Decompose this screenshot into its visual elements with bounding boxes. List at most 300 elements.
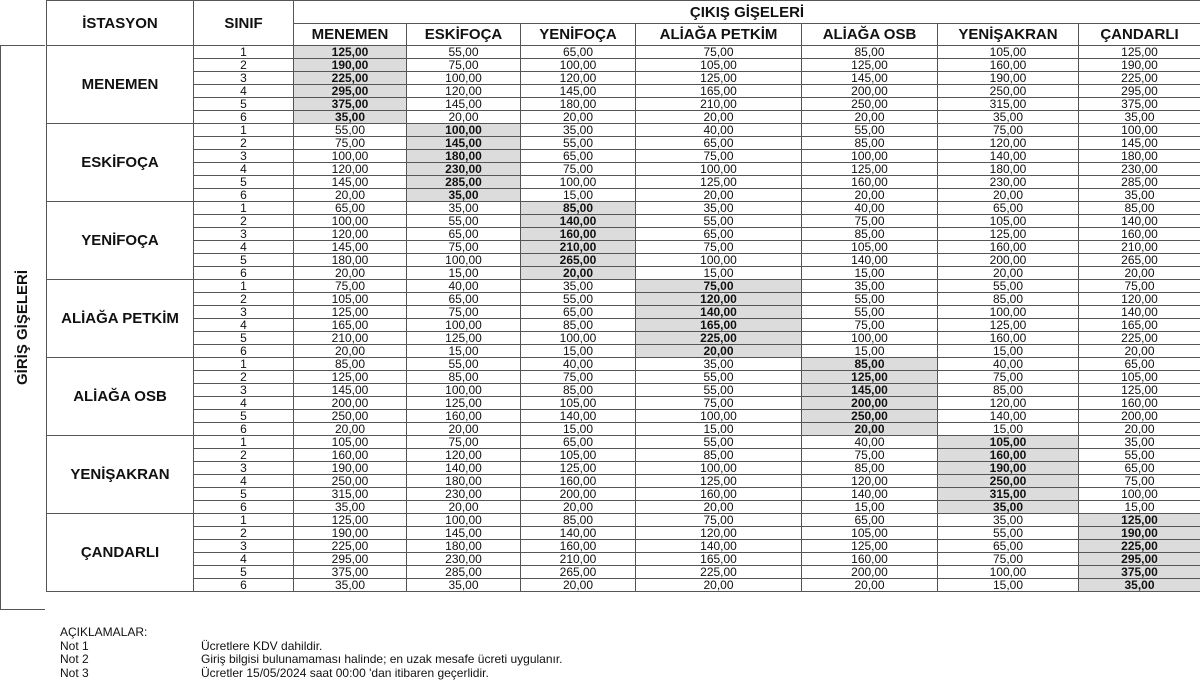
table-row — [47, 566, 1200, 579]
fare-cell: 190,00 — [294, 59, 407, 72]
vehicle-class: 6 — [194, 189, 294, 202]
fare-cell: 85,00 — [521, 514, 636, 527]
fare-cell: 20,00 — [938, 189, 1079, 202]
station-name: ALİAĞA OSB — [47, 358, 194, 436]
table-row — [47, 514, 1200, 527]
station-column-header: İSTASYON — [47, 1, 194, 46]
fare-cell: 140,00 — [802, 488, 938, 501]
exit-column-header: MENEMEN — [294, 24, 407, 46]
fare-cell: 100,00 — [407, 72, 521, 85]
fare-cell: 105,00 — [938, 46, 1079, 59]
fare-cell: 40,00 — [407, 280, 521, 293]
note-item — [60, 667, 563, 680]
vehicle-class: 5 — [194, 332, 294, 345]
fare-cell: 315,00 — [938, 488, 1079, 501]
fare-cell: 180,00 — [1079, 150, 1200, 163]
fare-cell: 35,00 — [938, 501, 1079, 514]
fare-cell: 75,00 — [636, 280, 802, 293]
fare-cell: 55,00 — [636, 384, 802, 397]
exit-column-header: ALİAĞA PETKİM — [636, 24, 802, 46]
fare-cell: 20,00 — [1079, 267, 1200, 280]
fare-cell: 225,00 — [1079, 72, 1200, 85]
fare-cell: 75,00 — [938, 553, 1079, 566]
fare-cell: 180,00 — [521, 98, 636, 111]
vehicle-class: 2 — [194, 371, 294, 384]
fare-cell: 180,00 — [407, 150, 521, 163]
fare-cell: 40,00 — [938, 358, 1079, 371]
fare-cell: 20,00 — [294, 345, 407, 358]
fare-cell: 210,00 — [294, 332, 407, 345]
vehicle-class: 3 — [194, 384, 294, 397]
fare-cell: 105,00 — [938, 215, 1079, 228]
fare-cell: 180,00 — [407, 475, 521, 488]
fare-cell: 85,00 — [802, 137, 938, 150]
fare-cell: 105,00 — [938, 436, 1079, 449]
table-row — [47, 462, 1200, 475]
fare-cell: 75,00 — [938, 124, 1079, 137]
fare-cell: 85,00 — [521, 319, 636, 332]
fare-cell: 75,00 — [938, 371, 1079, 384]
fare-cell: 100,00 — [407, 254, 521, 267]
note-text: Ücretler 15/05/2024 saat 00:00 'dan itibaren geçerlidir. — [201, 667, 489, 680]
fare-cell: 125,00 — [938, 319, 1079, 332]
fare-cell: 55,00 — [938, 280, 1079, 293]
fare-cell: 75,00 — [802, 215, 938, 228]
fare-cell: 200,00 — [802, 397, 938, 410]
header-row-top — [47, 1, 1200, 24]
fare-cell: 250,00 — [938, 475, 1079, 488]
fare-cell: 65,00 — [938, 202, 1079, 215]
vehicle-class: 4 — [194, 553, 294, 566]
fare-cell: 35,00 — [636, 358, 802, 371]
fare-cell: 160,00 — [938, 449, 1079, 462]
fare-cell: 125,00 — [294, 514, 407, 527]
fare-cell: 85,00 — [938, 293, 1079, 306]
fare-cell: 55,00 — [407, 215, 521, 228]
fare-cell: 65,00 — [294, 202, 407, 215]
fare-cell: 15,00 — [1079, 501, 1200, 514]
vehicle-class: 2 — [194, 527, 294, 540]
fare-cell: 225,00 — [1079, 540, 1200, 553]
fare-cell: 120,00 — [636, 527, 802, 540]
fare-cell: 125,00 — [802, 371, 938, 384]
fare-cell: 75,00 — [636, 397, 802, 410]
fare-cell: 120,00 — [521, 72, 636, 85]
fare-cell: 35,00 — [1079, 189, 1200, 202]
fare-cell: 230,00 — [407, 488, 521, 501]
fare-cell: 20,00 — [294, 189, 407, 202]
fare-cell: 295,00 — [1079, 85, 1200, 98]
fare-cell: 125,00 — [636, 176, 802, 189]
fare-cell: 200,00 — [521, 488, 636, 501]
vehicle-class: 5 — [194, 254, 294, 267]
fare-cell: 315,00 — [294, 488, 407, 501]
table-row — [47, 293, 1200, 306]
vehicle-class: 3 — [194, 462, 294, 475]
fare-cell: 65,00 — [1079, 462, 1200, 475]
fare-cell: 165,00 — [294, 319, 407, 332]
fare-cell: 75,00 — [802, 319, 938, 332]
fare-cell: 75,00 — [1079, 280, 1200, 293]
note-label: Not 3 — [60, 667, 201, 680]
fare-cell: 125,00 — [1079, 384, 1200, 397]
table-row — [47, 150, 1200, 163]
table-row — [47, 228, 1200, 241]
fare-cell: 190,00 — [1079, 59, 1200, 72]
table-row — [47, 397, 1200, 410]
fare-cell: 20,00 — [407, 111, 521, 124]
fare-cell: 140,00 — [521, 410, 636, 423]
fare-cell: 125,00 — [938, 228, 1079, 241]
note-text: Giriş bilgisi bulunamaması halinde; en uzak mesafe ücreti uygulanır. — [201, 653, 563, 667]
fare-cell: 145,00 — [802, 384, 938, 397]
fare-cell: 230,00 — [1079, 163, 1200, 176]
vehicle-class: 2 — [194, 293, 294, 306]
fare-cell: 35,00 — [407, 189, 521, 202]
vehicle-class: 2 — [194, 137, 294, 150]
fare-cell: 210,00 — [521, 553, 636, 566]
fare-cell: 75,00 — [1079, 475, 1200, 488]
table-row — [47, 111, 1200, 124]
fare-cell: 100,00 — [636, 254, 802, 267]
fare-cell: 85,00 — [407, 371, 521, 384]
fare-cell: 140,00 — [802, 254, 938, 267]
entry-booths-label-text: GİRİŞ GİŞELERİ — [15, 270, 32, 385]
fare-cell: 20,00 — [938, 267, 1079, 280]
fare-cell: 100,00 — [407, 319, 521, 332]
fare-cell: 145,00 — [294, 384, 407, 397]
fare-cell: 145,00 — [294, 241, 407, 254]
fare-cell: 190,00 — [294, 462, 407, 475]
fare-cell: 75,00 — [407, 241, 521, 254]
fare-cell: 160,00 — [1079, 397, 1200, 410]
fare-cell: 55,00 — [636, 436, 802, 449]
vehicle-class: 1 — [194, 436, 294, 449]
fare-cell: 55,00 — [521, 137, 636, 150]
table-row — [47, 449, 1200, 462]
fare-cell: 20,00 — [521, 111, 636, 124]
vehicle-class: 6 — [194, 423, 294, 436]
table-row — [47, 384, 1200, 397]
fare-cell: 250,00 — [802, 410, 938, 423]
fare-cell: 230,00 — [938, 176, 1079, 189]
fare-cell: 210,00 — [1079, 241, 1200, 254]
exit-column-header: ESKİFOÇA — [407, 24, 521, 46]
fare-cell: 165,00 — [636, 85, 802, 98]
notes-heading: AÇIKLAMALAR: — [60, 626, 563, 640]
vehicle-class: 6 — [194, 501, 294, 514]
fare-cell: 120,00 — [294, 163, 407, 176]
fare-cell: 160,00 — [938, 59, 1079, 72]
fare-cell: 375,00 — [1079, 566, 1200, 579]
fare-cell: 120,00 — [407, 449, 521, 462]
fare-cell: 105,00 — [521, 397, 636, 410]
station-name: YENİŞAKRAN — [47, 436, 194, 514]
vehicle-class: 5 — [194, 176, 294, 189]
fare-cell: 105,00 — [802, 527, 938, 540]
fare-cell: 35,00 — [407, 202, 521, 215]
fare-cell: 20,00 — [294, 423, 407, 436]
fare-cell: 35,00 — [294, 501, 407, 514]
fare-cell: 85,00 — [294, 358, 407, 371]
fare-cell: 75,00 — [636, 514, 802, 527]
station-name: YENİFOÇA — [47, 202, 194, 280]
vehicle-class: 1 — [194, 358, 294, 371]
fare-table-body — [47, 46, 1200, 592]
fare-cell: 20,00 — [636, 579, 802, 592]
fare-cell: 75,00 — [636, 46, 802, 59]
fare-cell: 160,00 — [938, 241, 1079, 254]
vehicle-class: 6 — [194, 267, 294, 280]
fare-cell: 160,00 — [636, 488, 802, 501]
fare-cell: 65,00 — [521, 436, 636, 449]
fare-cell: 55,00 — [1079, 449, 1200, 462]
fare-cell: 120,00 — [802, 475, 938, 488]
fare-cell: 100,00 — [636, 462, 802, 475]
station-name: ESKİFOÇA — [47, 124, 194, 202]
note-label: Not 1 — [60, 640, 201, 654]
fare-cell: 250,00 — [938, 85, 1079, 98]
fare-cell: 15,00 — [521, 189, 636, 202]
fare-cell: 75,00 — [636, 150, 802, 163]
fare-cell: 15,00 — [521, 345, 636, 358]
fare-cell: 225,00 — [294, 540, 407, 553]
fare-cell: 40,00 — [802, 202, 938, 215]
fare-cell: 15,00 — [938, 345, 1079, 358]
fare-cell: 285,00 — [407, 566, 521, 579]
fare-cell: 20,00 — [521, 501, 636, 514]
vehicle-class: 5 — [194, 566, 294, 579]
station-name: ALİAĞA PETKİM — [47, 280, 194, 358]
fare-cell: 85,00 — [938, 384, 1079, 397]
fare-cell: 120,00 — [1079, 293, 1200, 306]
fare-cell: 375,00 — [294, 98, 407, 111]
fare-cell: 15,00 — [521, 423, 636, 436]
fare-cell: 75,00 — [294, 137, 407, 150]
fare-cell: 100,00 — [521, 59, 636, 72]
fare-cell: 190,00 — [938, 72, 1079, 85]
fare-cell: 140,00 — [521, 527, 636, 540]
fare-cell: 55,00 — [636, 215, 802, 228]
fare-cell: 125,00 — [407, 397, 521, 410]
fare-cell: 160,00 — [802, 553, 938, 566]
vehicle-class: 2 — [194, 449, 294, 462]
table-row — [47, 267, 1200, 280]
fare-cell: 40,00 — [636, 124, 802, 137]
fare-cell: 15,00 — [407, 267, 521, 280]
fare-cell: 145,00 — [802, 72, 938, 85]
fare-cell: 20,00 — [407, 423, 521, 436]
fare-cell: 125,00 — [294, 46, 407, 59]
fare-cell: 190,00 — [1079, 527, 1200, 540]
fare-cell: 75,00 — [294, 280, 407, 293]
fare-cell: 200,00 — [802, 85, 938, 98]
vehicle-class: 1 — [194, 124, 294, 137]
fare-cell: 225,00 — [1079, 332, 1200, 345]
fare-cell: 105,00 — [636, 59, 802, 72]
fare-cell: 55,00 — [407, 358, 521, 371]
fare-cell: 120,00 — [294, 228, 407, 241]
fare-cell: 100,00 — [1079, 488, 1200, 501]
fare-cell: 250,00 — [294, 475, 407, 488]
fare-cell: 145,00 — [407, 527, 521, 540]
fare-cell: 20,00 — [802, 423, 938, 436]
fare-cell: 200,00 — [1079, 410, 1200, 423]
fare-cell: 140,00 — [407, 462, 521, 475]
vehicle-class: 1 — [194, 46, 294, 59]
exit-booths-header: ÇIKIŞ GİŞELERİ — [294, 1, 1200, 24]
fare-cell: 250,00 — [802, 98, 938, 111]
fare-cell: 180,00 — [938, 163, 1079, 176]
fare-cell: 65,00 — [521, 306, 636, 319]
fare-cell: 35,00 — [802, 280, 938, 293]
vehicle-class: 4 — [194, 397, 294, 410]
fare-cell: 190,00 — [938, 462, 1079, 475]
fare-cell: 315,00 — [938, 98, 1079, 111]
table-row — [47, 319, 1200, 332]
fare-cell: 35,00 — [521, 280, 636, 293]
fare-cell: 20,00 — [636, 189, 802, 202]
vehicle-class: 1 — [194, 280, 294, 293]
exit-column-header: ALİAĞA OSB — [802, 24, 938, 46]
table-row — [47, 540, 1200, 553]
fare-cell: 100,00 — [521, 176, 636, 189]
fare-cell: 65,00 — [407, 228, 521, 241]
fare-cell: 35,00 — [938, 111, 1079, 124]
fare-cell: 140,00 — [636, 540, 802, 553]
vehicle-class: 3 — [194, 150, 294, 163]
fare-cell: 55,00 — [407, 46, 521, 59]
fare-cell: 145,00 — [521, 85, 636, 98]
fare-cell: 20,00 — [1079, 345, 1200, 358]
fare-cell: 55,00 — [802, 124, 938, 137]
table-row — [47, 254, 1200, 267]
fare-cell: 85,00 — [521, 384, 636, 397]
fare-cell: 285,00 — [1079, 176, 1200, 189]
fare-cell: 85,00 — [802, 462, 938, 475]
fare-cell: 35,00 — [1079, 436, 1200, 449]
fare-cell: 160,00 — [938, 332, 1079, 345]
fare-cell: 210,00 — [636, 98, 802, 111]
table-row — [47, 371, 1200, 384]
fare-cell: 65,00 — [407, 293, 521, 306]
fare-cell: 35,00 — [1079, 111, 1200, 124]
table-row — [47, 358, 1200, 371]
fare-cell: 20,00 — [802, 579, 938, 592]
fare-cell: 160,00 — [1079, 228, 1200, 241]
fare-cell: 85,00 — [802, 228, 938, 241]
fare-cell: 140,00 — [938, 150, 1079, 163]
fare-cell: 265,00 — [1079, 254, 1200, 267]
fare-table — [46, 0, 1200, 592]
entry-booths-label — [0, 45, 45, 610]
fare-cell: 160,00 — [802, 176, 938, 189]
fare-cell: 100,00 — [407, 124, 521, 137]
fare-cell: 145,00 — [294, 176, 407, 189]
fare-cell: 125,00 — [636, 72, 802, 85]
fare-cell: 85,00 — [802, 46, 938, 59]
fare-cell: 145,00 — [407, 98, 521, 111]
fare-cell: 15,00 — [802, 267, 938, 280]
fare-cell: 35,00 — [938, 514, 1079, 527]
fare-cell: 105,00 — [1079, 371, 1200, 384]
table-row — [47, 189, 1200, 202]
fare-cell: 15,00 — [938, 423, 1079, 436]
note-item — [60, 653, 563, 667]
fare-cell: 120,00 — [407, 85, 521, 98]
fare-cell: 295,00 — [294, 553, 407, 566]
fare-cell: 125,00 — [1079, 46, 1200, 59]
fare-cell: 20,00 — [407, 501, 521, 514]
fare-cell: 20,00 — [521, 579, 636, 592]
fare-cell: 20,00 — [636, 501, 802, 514]
table-row — [47, 72, 1200, 85]
fare-cell: 140,00 — [521, 215, 636, 228]
table-row — [47, 59, 1200, 72]
fare-cell: 225,00 — [294, 72, 407, 85]
table-row — [47, 215, 1200, 228]
fare-cell: 165,00 — [636, 319, 802, 332]
vehicle-class: 4 — [194, 319, 294, 332]
vehicle-class: 3 — [194, 228, 294, 241]
fare-cell: 55,00 — [802, 293, 938, 306]
fare-cell: 100,00 — [802, 332, 938, 345]
fare-cell: 125,00 — [802, 540, 938, 553]
fare-cell: 100,00 — [521, 332, 636, 345]
fare-cell: 160,00 — [521, 475, 636, 488]
table-row — [47, 423, 1200, 436]
fare-cell: 65,00 — [938, 540, 1079, 553]
class-column-header: SINIF — [194, 1, 294, 46]
fare-cell: 105,00 — [294, 293, 407, 306]
fare-cell: 105,00 — [294, 436, 407, 449]
fare-cell: 295,00 — [1079, 553, 1200, 566]
fare-cell: 35,00 — [521, 124, 636, 137]
fare-cell: 210,00 — [521, 241, 636, 254]
fare-cell: 120,00 — [938, 397, 1079, 410]
fare-cell: 85,00 — [636, 449, 802, 462]
fare-cell: 40,00 — [521, 358, 636, 371]
fare-cell: 160,00 — [521, 540, 636, 553]
fare-cell: 65,00 — [1079, 358, 1200, 371]
table-row — [47, 202, 1200, 215]
fare-cell: 100,00 — [294, 150, 407, 163]
exit-column-header: YENİŞAKRAN — [938, 24, 1079, 46]
vehicle-class: 1 — [194, 202, 294, 215]
fare-cell: 100,00 — [802, 150, 938, 163]
fare-cell: 55,00 — [802, 306, 938, 319]
fare-cell: 225,00 — [636, 332, 802, 345]
vehicle-class: 3 — [194, 540, 294, 553]
fare-cell: 120,00 — [938, 137, 1079, 150]
fare-cell: 85,00 — [521, 202, 636, 215]
fare-cell: 35,00 — [294, 111, 407, 124]
fare-cell: 15,00 — [636, 267, 802, 280]
fare-cell: 35,00 — [1079, 579, 1200, 592]
fare-cell: 200,00 — [802, 566, 938, 579]
fare-cell: 180,00 — [294, 254, 407, 267]
fare-cell: 15,00 — [407, 345, 521, 358]
fare-cell: 75,00 — [802, 449, 938, 462]
note-label: Not 2 — [60, 653, 201, 667]
fare-cell: 140,00 — [938, 410, 1079, 423]
vehicle-class: 3 — [194, 306, 294, 319]
fare-cell: 145,00 — [1079, 137, 1200, 150]
fare-cell: 20,00 — [294, 267, 407, 280]
table-row — [47, 475, 1200, 488]
fare-cell: 75,00 — [521, 163, 636, 176]
table-row — [47, 98, 1200, 111]
